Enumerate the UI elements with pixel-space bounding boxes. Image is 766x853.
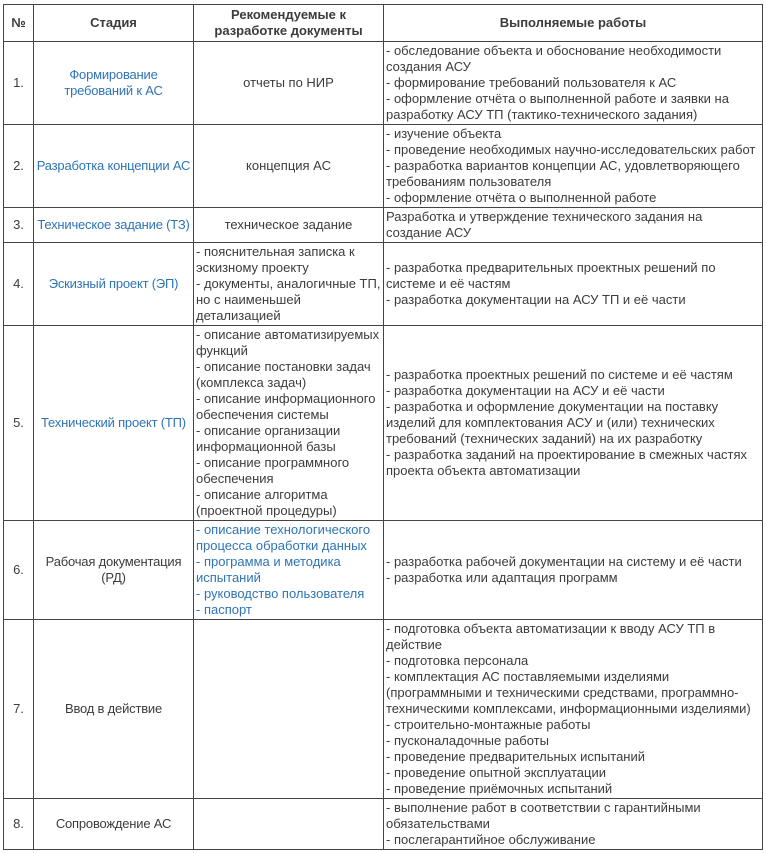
work-item: - оформление отчёта о выполненной работе bbox=[386, 190, 657, 205]
work-item: - подготовка объекта автоматизации к вводу АСУ ТП в действие bbox=[386, 621, 716, 652]
cell-docs bbox=[194, 620, 384, 799]
work-item: - подготовка персонала bbox=[386, 653, 529, 668]
doc-item: отчеты по НИР bbox=[243, 75, 334, 90]
cell-docs bbox=[194, 125, 384, 208]
work-item: - разработка предварительных проектных решений по системе и её частям bbox=[386, 260, 716, 291]
header-row bbox=[4, 5, 763, 42]
col-header-num: № bbox=[4, 5, 34, 42]
doc-item: - описание автоматизируемых функций bbox=[196, 327, 380, 358]
cell-num: 6. bbox=[4, 521, 34, 620]
col-header-docs: Рекомендуемые к разработке документы bbox=[194, 5, 384, 42]
doc-item: - описание алгоритма (проектной процедуры) bbox=[196, 487, 337, 518]
cell-stage bbox=[34, 620, 194, 799]
stage-label: Ввод в действие bbox=[64, 701, 163, 716]
cell-num: 2. bbox=[4, 125, 34, 208]
table-row bbox=[4, 125, 763, 208]
work-item: - проведение необходимых научно-исследовательских работ bbox=[386, 142, 756, 157]
cell-stage bbox=[34, 799, 194, 850]
cell-num: 5. bbox=[4, 326, 34, 521]
col-header-stage: Стадия bbox=[34, 5, 194, 42]
cell-num: 1. bbox=[4, 42, 34, 125]
cell-docs bbox=[194, 42, 384, 125]
doc-item: - описание информационного обеспечения системы bbox=[196, 391, 376, 422]
table-row bbox=[4, 42, 763, 125]
cell-works bbox=[384, 620, 763, 799]
stage-link[interactable]: Техническое задание (ТЗ) bbox=[37, 217, 190, 232]
cell-stage bbox=[34, 208, 194, 243]
doc-item: - описание постановки задач (комплекса задач) bbox=[196, 359, 371, 390]
stage-link[interactable]: Эскизный проект (ЭП) bbox=[48, 276, 179, 291]
work-item: - разработка или адаптация программ bbox=[386, 570, 618, 585]
doc-link[interactable]: - программа и методика испытаний bbox=[196, 554, 341, 585]
cell-docs bbox=[194, 326, 384, 521]
doc-item: - пояснительная записка к эскизному проекту bbox=[196, 244, 355, 275]
cell-stage bbox=[34, 243, 194, 326]
doc-link[interactable]: - описание технологического процесса обработки данных bbox=[196, 522, 371, 553]
work-item: - разработка и оформление документации на поставку изделий для комплектования АСУ и (или) технических требований (технических заданий) на их разработку bbox=[386, 399, 719, 446]
work-item: - разработка вариантов концепции АС, удовлетворяющего требованиям пользователя bbox=[386, 158, 740, 189]
cell-stage bbox=[34, 521, 194, 620]
table-row bbox=[4, 208, 763, 243]
work-item: - разработка рабочей документации на систему и её части bbox=[386, 554, 742, 569]
doc-link[interactable]: - паспорт bbox=[196, 602, 252, 617]
cell-num: 3. bbox=[4, 208, 34, 243]
cell-works bbox=[384, 125, 763, 208]
table-row bbox=[4, 799, 763, 850]
work-item: - строительно-монтажные работы bbox=[386, 717, 591, 732]
table-row bbox=[4, 243, 763, 326]
cell-works bbox=[384, 799, 763, 850]
cell-works bbox=[384, 521, 763, 620]
work-item: - разработка проектных решений по системе и её частям bbox=[386, 367, 733, 382]
cell-works bbox=[384, 208, 763, 243]
stage-link[interactable]: Формирование требований к АС bbox=[64, 67, 163, 98]
doc-item: - документы, аналогичные ТП, но с наименьшей детализацией bbox=[196, 276, 381, 323]
cell-docs bbox=[194, 521, 384, 620]
doc-item: - описание организации информационной базы bbox=[196, 423, 341, 454]
work-item: - обследование объекта и обоснование необходимости создания АСУ bbox=[386, 43, 722, 74]
cell-stage bbox=[34, 125, 194, 208]
work-item: - проведение приёмочных испытаний bbox=[386, 781, 613, 796]
cell-num: 8. bbox=[4, 799, 34, 850]
work-item: - проведение предварительных испытаний bbox=[386, 749, 646, 764]
work-item: - разработка документации на АСУ ТП и её части bbox=[386, 292, 686, 307]
work-item: - разработка документации на АСУ и её части bbox=[386, 383, 665, 398]
work-item: - пусконаладочные работы bbox=[386, 733, 549, 748]
work-item: Разработка и утверждение технического задания на создание АСУ bbox=[386, 209, 703, 240]
cell-num: 4. bbox=[4, 243, 34, 326]
work-item: - разработка заданий на проектирование в смежных частях проекта объекта автоматизации bbox=[386, 447, 748, 478]
stages-table-body bbox=[4, 42, 763, 850]
work-item: - комплектация АС поставляемыми изделиями (программными и техническими средствами, программно-техническими комплексами, информационными изделиями) bbox=[386, 669, 751, 716]
work-item: - формирование требований пользователя к АС bbox=[386, 75, 677, 90]
stage-link[interactable]: Разработка концепции АС bbox=[36, 158, 191, 173]
table-row bbox=[4, 326, 763, 521]
cell-works bbox=[384, 243, 763, 326]
cell-num: 7. bbox=[4, 620, 34, 799]
work-item: - послегарантийное обслуживание bbox=[386, 832, 596, 847]
col-header-works: Выполняемые работы bbox=[384, 5, 763, 42]
work-item: - изучение объекта bbox=[386, 126, 502, 141]
doc-item: - описание программного обеспечения bbox=[196, 455, 350, 486]
cell-stage bbox=[34, 42, 194, 125]
stage-link[interactable]: Технический проект (ТП) bbox=[41, 415, 186, 430]
stage-label: Рабочая документация (РД) bbox=[45, 554, 182, 585]
doc-link[interactable]: - руководство пользователя bbox=[196, 586, 365, 601]
cell-stage bbox=[34, 326, 194, 521]
cell-works bbox=[384, 326, 763, 521]
table-row bbox=[4, 521, 763, 620]
table-row bbox=[4, 620, 763, 799]
cell-docs bbox=[194, 799, 384, 850]
work-item: - проведение опытной эксплуатации bbox=[386, 765, 606, 780]
doc-item: техническое задание bbox=[224, 217, 353, 232]
cell-docs bbox=[194, 208, 384, 243]
work-item: - выполнение работ в соответствии с гарантийными обязательствами bbox=[386, 800, 701, 831]
cell-docs bbox=[194, 243, 384, 326]
cell-works bbox=[384, 42, 763, 125]
doc-item: концепция АС bbox=[246, 158, 331, 173]
stage-label: Сопровождение АС bbox=[55, 816, 172, 831]
stages-table bbox=[3, 4, 763, 850]
work-item: - оформление отчёта о выполненной работе и заявки на разработку АСУ ТП (тактико-технического задания) bbox=[386, 91, 729, 122]
